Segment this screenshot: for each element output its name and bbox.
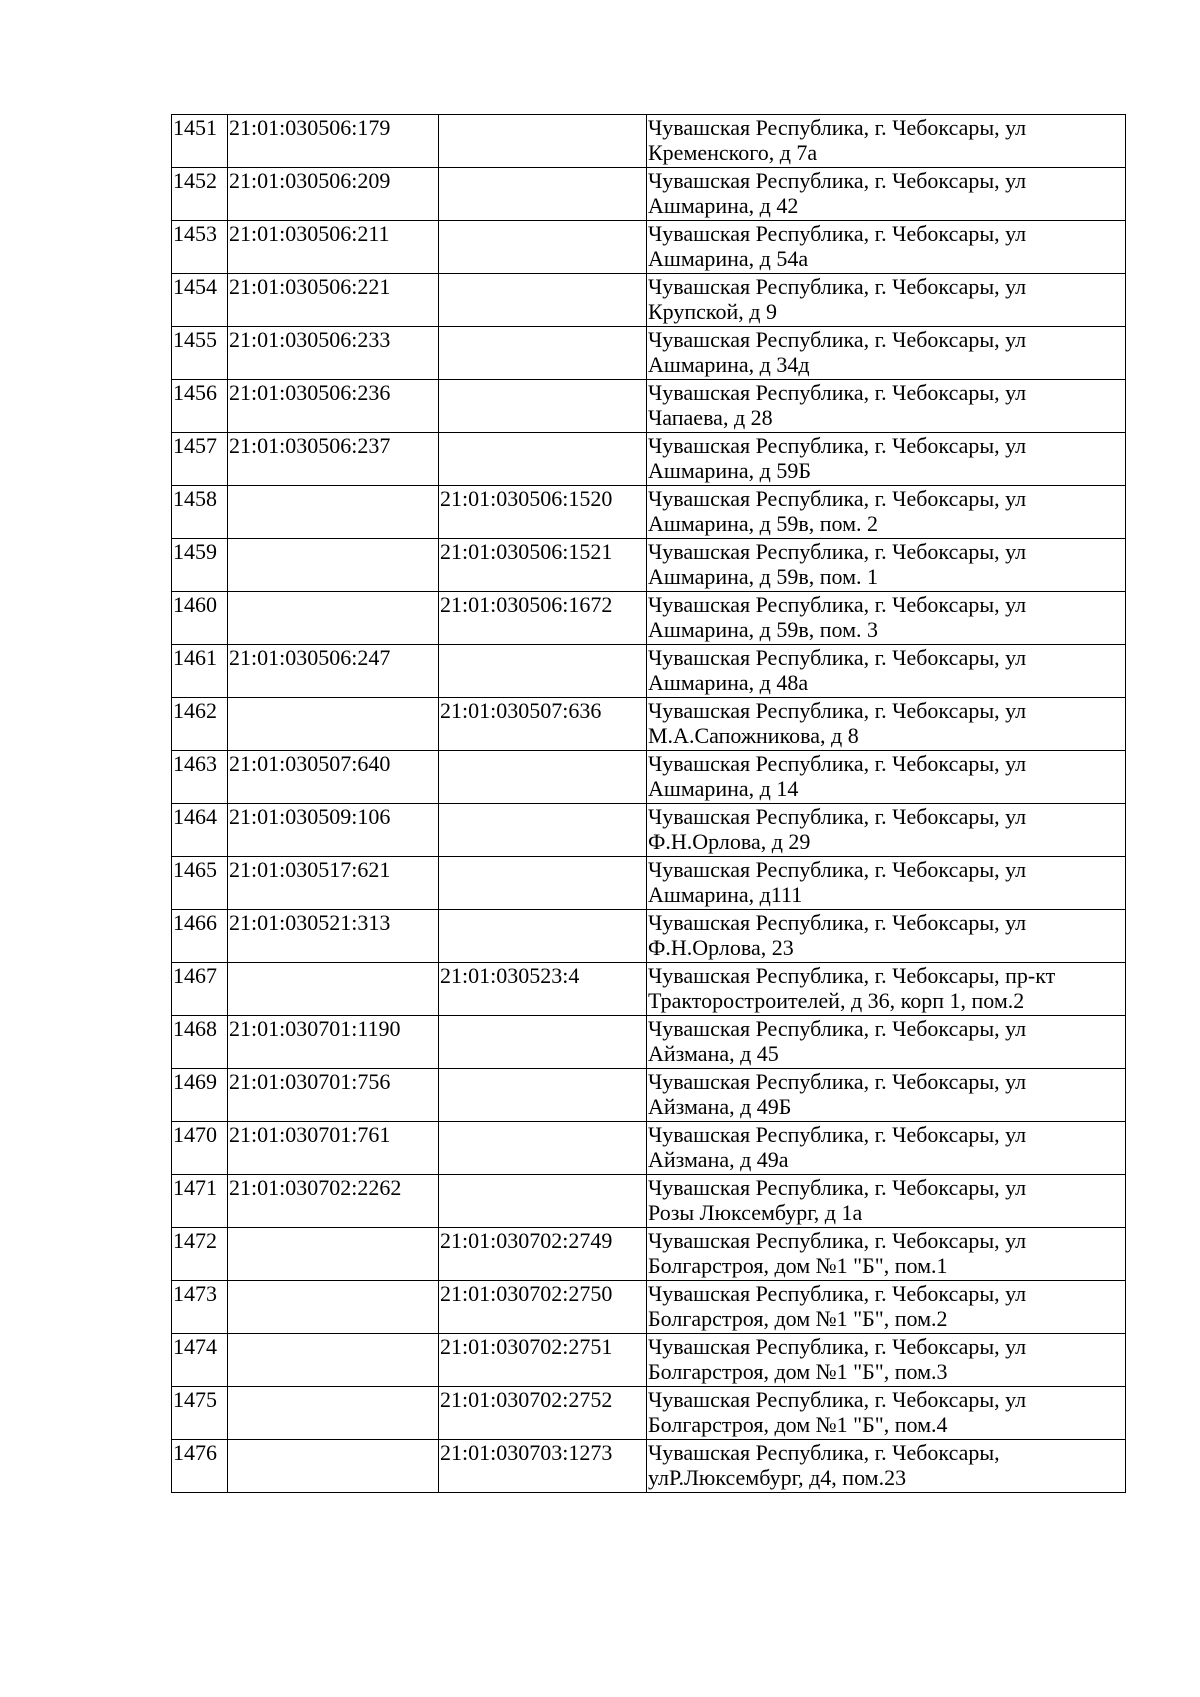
row-number: 1468	[172, 1016, 228, 1069]
table-row	[172, 115, 1126, 168]
land-cadastral-number: 21:01:030517:621	[228, 857, 439, 910]
table-row	[172, 1175, 1126, 1228]
land-cadastral-number	[228, 698, 439, 751]
row-number: 1463	[172, 751, 228, 804]
row-number: 1476	[172, 1440, 228, 1493]
row-number: 1462	[172, 698, 228, 751]
address-cell	[647, 698, 1126, 751]
object-cadastral-number	[439, 1069, 647, 1122]
address-line-1: Чувашская Республика, г. Чебоксары, ул	[648, 751, 1027, 776]
address-cell	[647, 539, 1126, 592]
object-cadastral-number	[439, 1122, 647, 1175]
address-line-2: Болгарстроя, дом №1 "Б", пом.4	[648, 1412, 948, 1437]
address-line-2: Ашмарина, д 42	[648, 193, 799, 218]
row-number: 1454	[172, 274, 228, 327]
table-row	[172, 1387, 1126, 1440]
table-row	[172, 539, 1126, 592]
property-table-body	[172, 115, 1126, 1493]
address-line-2: М.А.Сапожникова, д 8	[648, 723, 859, 748]
table-row	[172, 1228, 1126, 1281]
object-cadastral-number: 21:01:030507:636	[439, 698, 647, 751]
object-cadastral-number: 21:01:030523:4	[439, 963, 647, 1016]
table-row	[172, 486, 1126, 539]
object-cadastral-number	[439, 804, 647, 857]
land-cadastral-number	[228, 963, 439, 1016]
address-line-1: Чувашская Республика, г. Чебоксары, ул	[648, 645, 1027, 670]
land-cadastral-number: 21:01:030509:106	[228, 804, 439, 857]
address-cell	[647, 1069, 1126, 1122]
address-line-1: Чувашская Республика, г. Чебоксары, ул	[648, 221, 1027, 246]
land-cadastral-number: 21:01:030701:756	[228, 1069, 439, 1122]
address-line-1: Чувашская Республика, г. Чебоксары,	[648, 1440, 1000, 1465]
address-line-1: Чувашская Республика, г. Чебоксары, ул	[648, 698, 1027, 723]
object-cadastral-number	[439, 115, 647, 168]
table-row	[172, 168, 1126, 221]
row-number: 1452	[172, 168, 228, 221]
address-line-2: Айзмана, д 49а	[648, 1147, 789, 1172]
object-cadastral-number: 21:01:030703:1273	[439, 1440, 647, 1493]
table-row	[172, 1334, 1126, 1387]
address-line-2: Ф.Н.Орлова, 23	[648, 935, 794, 960]
address-line-1: Чувашская Республика, г. Чебоксары, ул	[648, 115, 1027, 140]
address-line-1: Чувашская Республика, г. Чебоксары, ул	[648, 1228, 1027, 1253]
address-cell	[647, 274, 1126, 327]
row-number: 1453	[172, 221, 228, 274]
address-line-1: Чувашская Республика, г. Чебоксары, ул	[648, 1016, 1027, 1041]
object-cadastral-number: 21:01:030702:2751	[439, 1334, 647, 1387]
land-cadastral-number	[228, 592, 439, 645]
row-number: 1471	[172, 1175, 228, 1228]
address-cell	[647, 1122, 1126, 1175]
object-cadastral-number	[439, 380, 647, 433]
object-cadastral-number	[439, 857, 647, 910]
row-number: 1469	[172, 1069, 228, 1122]
table-row	[172, 274, 1126, 327]
address-line-2: улР.Люксембург, д4, пом.23	[648, 1465, 907, 1490]
row-number: 1466	[172, 910, 228, 963]
address-cell	[647, 1387, 1126, 1440]
table-row	[172, 910, 1126, 963]
address-cell	[647, 751, 1126, 804]
land-cadastral-number: 21:01:030506:209	[228, 168, 439, 221]
row-number: 1474	[172, 1334, 228, 1387]
address-cell	[647, 1175, 1126, 1228]
table-row	[172, 857, 1126, 910]
object-cadastral-number	[439, 327, 647, 380]
table-row	[172, 327, 1126, 380]
object-cadastral-number: 21:01:030506:1672	[439, 592, 647, 645]
row-number: 1460	[172, 592, 228, 645]
address-line-2: Розы Люксембург, д 1а	[648, 1200, 863, 1225]
object-cadastral-number: 21:01:030506:1521	[439, 539, 647, 592]
address-cell	[647, 1228, 1126, 1281]
address-line-1: Чувашская Республика, г. Чебоксары, ул	[648, 539, 1027, 564]
address-line-2: Ашмарина, д 59в, пом. 1	[648, 564, 879, 589]
address-line-1: Чувашская Республика, г. Чебоксары, ул	[648, 327, 1027, 352]
address-cell	[647, 1334, 1126, 1387]
address-line-2: Болгарстроя, дом №1 "Б", пом.3	[648, 1359, 948, 1384]
land-cadastral-number	[228, 1440, 439, 1493]
address-line-1: Чувашская Республика, г. Чебоксары, ул	[648, 1069, 1027, 1094]
row-number: 1451	[172, 115, 228, 168]
table-row	[172, 1281, 1126, 1334]
address-cell	[647, 1281, 1126, 1334]
land-cadastral-number	[228, 486, 439, 539]
address-line-2: Ашмарина, д 34д	[648, 352, 810, 377]
row-number: 1456	[172, 380, 228, 433]
row-number: 1457	[172, 433, 228, 486]
address-line-2: Чапаева, д 28	[648, 405, 773, 430]
object-cadastral-number	[439, 910, 647, 963]
table-row	[172, 1016, 1126, 1069]
address-line-2: Крупской, д 9	[648, 299, 777, 324]
row-number: 1465	[172, 857, 228, 910]
land-cadastral-number: 21:01:030506:221	[228, 274, 439, 327]
object-cadastral-number	[439, 1175, 647, 1228]
object-cadastral-number	[439, 645, 647, 698]
land-cadastral-number: 21:01:030701:1190	[228, 1016, 439, 1069]
object-cadastral-number	[439, 274, 647, 327]
address-line-1: Чувашская Республика, г. Чебоксары, ул	[648, 486, 1027, 511]
row-number: 1472	[172, 1228, 228, 1281]
address-line-1: Чувашская Республика, г. Чебоксары, ул	[648, 857, 1027, 882]
address-line-1: Чувашская Республика, г. Чебоксары, ул	[648, 1175, 1027, 1200]
table-row	[172, 1122, 1126, 1175]
address-line-2: Тракторостроителей, д 36, корп 1, пом.2	[648, 988, 1025, 1013]
address-line-1: Чувашская Республика, г. Чебоксары, ул	[648, 433, 1027, 458]
address-line-1: Чувашская Республика, г. Чебоксары, ул	[648, 1281, 1027, 1306]
address-line-2: Ф.Н.Орлова, д 29	[648, 829, 811, 854]
land-cadastral-number: 21:01:030506:233	[228, 327, 439, 380]
table-row	[172, 1440, 1126, 1493]
object-cadastral-number	[439, 433, 647, 486]
address-line-1: Чувашская Республика, г. Чебоксары, ул	[648, 592, 1027, 617]
address-line-2: Ашмарина, д 54а	[648, 246, 809, 271]
land-cadastral-number: 21:01:030506:236	[228, 380, 439, 433]
object-cadastral-number	[439, 751, 647, 804]
address-cell	[647, 857, 1126, 910]
address-cell	[647, 380, 1126, 433]
row-number: 1475	[172, 1387, 228, 1440]
row-number: 1467	[172, 963, 228, 1016]
object-cadastral-number: 21:01:030506:1520	[439, 486, 647, 539]
object-cadastral-number	[439, 221, 647, 274]
address-line-1: Чувашская Республика, г. Чебоксары, ул	[648, 380, 1027, 405]
land-cadastral-number	[228, 539, 439, 592]
land-cadastral-number: 21:01:030507:640	[228, 751, 439, 804]
address-line-2: Айзмана, д 45	[648, 1041, 779, 1066]
land-cadastral-number: 21:01:030521:313	[228, 910, 439, 963]
land-cadastral-number	[228, 1334, 439, 1387]
address-line-2: Болгарстроя, дом №1 "Б", пом.1	[648, 1253, 948, 1278]
object-cadastral-number: 21:01:030702:2749	[439, 1228, 647, 1281]
address-line-2: Ашмарина, д 48а	[648, 670, 809, 695]
address-line-2: Ашмарина, д 59в, пом. 2	[648, 511, 879, 536]
address-cell	[647, 592, 1126, 645]
address-cell	[647, 168, 1126, 221]
address-line-1: Чувашская Республика, г. Чебоксары, ул	[648, 1387, 1027, 1412]
address-line-1: Чувашская Республика, г. Чебоксары, пр-кт	[648, 963, 1056, 988]
table-row	[172, 433, 1126, 486]
address-line-1: Чувашская Республика, г. Чебоксары, ул	[648, 1334, 1027, 1359]
table-row	[172, 645, 1126, 698]
address-line-1: Чувашская Республика, г. Чебоксары, ул	[648, 1122, 1027, 1147]
land-cadastral-number: 21:01:030506:211	[228, 221, 439, 274]
address-cell	[647, 433, 1126, 486]
address-cell	[647, 486, 1126, 539]
address-line-2: Ашмарина, д111	[648, 882, 803, 907]
row-number: 1464	[172, 804, 228, 857]
row-number: 1461	[172, 645, 228, 698]
table-row	[172, 963, 1126, 1016]
row-number: 1455	[172, 327, 228, 380]
row-number: 1459	[172, 539, 228, 592]
table-row	[172, 380, 1126, 433]
row-number: 1458	[172, 486, 228, 539]
property-table	[171, 114, 1126, 1493]
land-cadastral-number: 21:01:030506:179	[228, 115, 439, 168]
address-cell	[647, 804, 1126, 857]
address-line-2: Болгарстроя, дом №1 "Б", пом.2	[648, 1306, 948, 1331]
table-row	[172, 1069, 1126, 1122]
address-line-1: Чувашская Республика, г. Чебоксары, ул	[648, 804, 1027, 829]
table-row	[172, 804, 1126, 857]
object-cadastral-number	[439, 1016, 647, 1069]
land-cadastral-number	[228, 1387, 439, 1440]
address-line-2: Ашмарина, д 59Б	[648, 458, 812, 483]
address-cell	[647, 221, 1126, 274]
address-line-2: Ашмарина, д 59в, пом. 3	[648, 617, 879, 642]
land-cadastral-number	[228, 1281, 439, 1334]
address-line-2: Айзмана, д 49Б	[648, 1094, 792, 1119]
land-cadastral-number: 21:01:030702:2262	[228, 1175, 439, 1228]
address-cell	[647, 645, 1126, 698]
address-cell	[647, 327, 1126, 380]
address-cell	[647, 1440, 1126, 1493]
row-number: 1473	[172, 1281, 228, 1334]
address-cell	[647, 910, 1126, 963]
address-cell	[647, 963, 1126, 1016]
object-cadastral-number	[439, 168, 647, 221]
table-row	[172, 592, 1126, 645]
address-cell	[647, 115, 1126, 168]
address-line-1: Чувашская Республика, г. Чебоксары, ул	[648, 910, 1027, 935]
land-cadastral-number: 21:01:030506:237	[228, 433, 439, 486]
table-row	[172, 751, 1126, 804]
address-line-2: Ашмарина, д 14	[648, 776, 799, 801]
object-cadastral-number: 21:01:030702:2750	[439, 1281, 647, 1334]
land-cadastral-number: 21:01:030506:247	[228, 645, 439, 698]
land-cadastral-number: 21:01:030701:761	[228, 1122, 439, 1175]
table-row	[172, 221, 1126, 274]
address-line-2: Кременского, д 7а	[648, 140, 818, 165]
row-number: 1470	[172, 1122, 228, 1175]
address-line-1: Чувашская Республика, г. Чебоксары, ул	[648, 168, 1027, 193]
land-cadastral-number	[228, 1228, 439, 1281]
address-line-1: Чувашская Республика, г. Чебоксары, ул	[648, 274, 1027, 299]
address-cell	[647, 1016, 1126, 1069]
object-cadastral-number: 21:01:030702:2752	[439, 1387, 647, 1440]
table-row	[172, 698, 1126, 751]
